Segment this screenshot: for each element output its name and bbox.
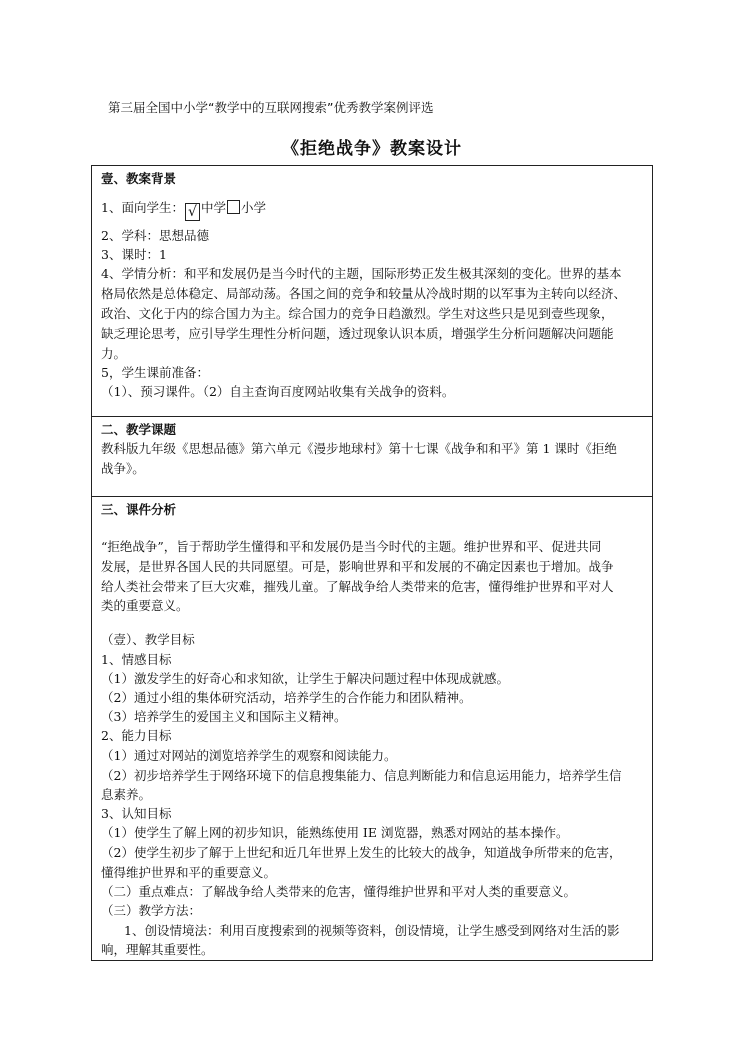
cognition-heading: 3、认知目标 (101, 806, 172, 821)
cognition-line: 懂得维护世界和平的重要意义。 (101, 865, 277, 880)
topic-line: 教科版九年级《思想品德》第六单元《漫步地球村》第十七课《战争和和平》第 1 课时《拒绝 (101, 441, 617, 456)
intro-line: 类的重要意义。 (101, 598, 189, 613)
methods-heading: （三）教学方法： (101, 903, 202, 918)
topic-line: 战争》。 (101, 461, 145, 476)
subject-line: 2、学科：思想品德 (101, 228, 209, 243)
section3-heading: 三、课件分析 (101, 502, 177, 517)
analysis-line: 力。 (101, 346, 127, 361)
intro-line: 发展，是世界各国人民的共同愿望。可是，影响世界和平和发展的不确定因素也于增加。战争 (101, 559, 614, 574)
methods-line: 响，理解其重要性。 (101, 942, 214, 957)
checkbox-primary-school[interactable] (227, 200, 240, 214)
intro-line: 给人类社会带来了巨大灾难，摧残儿童。了解战争给人类带来的危害，懂得维护世界和平对人 (101, 579, 614, 594)
cognition-line: （2）使学生初步了解于上世纪和近几年世界上发生的比较大的战争，知道战争所带来的危害， (101, 845, 622, 860)
row-divider (92, 496, 652, 497)
analysis-line: 政治、文化于内的综合国力为主。综合国力的竞争日趋激烈。学生对这些只是见到壹些现象， (101, 306, 614, 321)
emotion-line: （1）激发学生的好奇心和求知欲，让学生于解决问题过程中体现成就感。 (101, 671, 509, 686)
audience-label: 1、面向学生： (101, 200, 184, 215)
hours-line: 3、课时：1 (101, 247, 167, 262)
goals-heading: （壹）、教学目标 (101, 632, 195, 647)
cognition-line: （1）使学生了解上网的初步知识，能熟练使用 IE 浏览器，熟悉对网站的基本操作。 (101, 825, 569, 840)
audience-row (101, 200, 646, 221)
competition-header: 第三届全国中小学“教学中的互联网搜索”优秀教学案例评选 (108, 100, 434, 115)
section2-heading: 二、教学课题 (101, 422, 177, 437)
analysis-line: 缺乏理论思考，应引导学生理性分析问题，透过现象认识本质，增强学生分析问题解决问题能 (101, 326, 614, 341)
key-points-line: （二）重点难点：了解战争给人类带来的危害，懂得维护世界和平对人类的重要意义。 (101, 884, 577, 899)
ability-line: （1）通过对网站的浏览培养学生的观察和阅读能力。 (101, 748, 397, 763)
emotion-heading: 1、情感目标 (101, 652, 172, 667)
analysis-line: 4、学情分析：和平和发展仍是当今时代的主题，国际形势正发生极其深刻的变化。世界的基本 (101, 266, 622, 281)
ability-line: （2）初步培养学生于网络环境下的信息搜集能力、信息判断能力和信息运用能力，培养学生信 (101, 768, 622, 783)
ability-heading: 2、能力目标 (101, 728, 172, 743)
methods-line: 1、创设情境法：利用百度搜索到的视频等资料，创设情境，让学生感受到网络对生活的影 (124, 923, 620, 938)
prep-line: （1）、预习课件。（2）自主查询百度网站收集有关战争的资料。 (101, 384, 455, 399)
ability-line: 息素养。 (101, 787, 152, 802)
option-primary-school: 小学 (240, 200, 266, 215)
checkbox-middle-school[interactable]: √ (185, 203, 200, 221)
section1-heading: 壹、教案背景 (101, 171, 177, 186)
row-divider (92, 416, 652, 417)
emotion-line: （2）通过小组的集体研究活动，培养学生的合作能力和团队精神。 (101, 690, 472, 705)
prep-label: 5，学生课前准备： (101, 365, 209, 380)
option-middle-school: 中学 (200, 200, 226, 215)
document-title: 《拒绝战争》教案设计 (282, 139, 462, 159)
intro-line: “拒绝战争”，旨于帮助学生懂得和平和发展仍是当今时代的主题。维护世界和平、促进共同 (101, 539, 602, 554)
emotion-line: （3）培养学生的爱国主义和国际主义精神。 (101, 709, 347, 724)
lesson-plan-table (91, 165, 653, 961)
analysis-line: 格局依然是总体稳定、局部动荡。各国之间的竞争和较量从冷战时期的以军事为主转向以经济、 (101, 286, 627, 301)
